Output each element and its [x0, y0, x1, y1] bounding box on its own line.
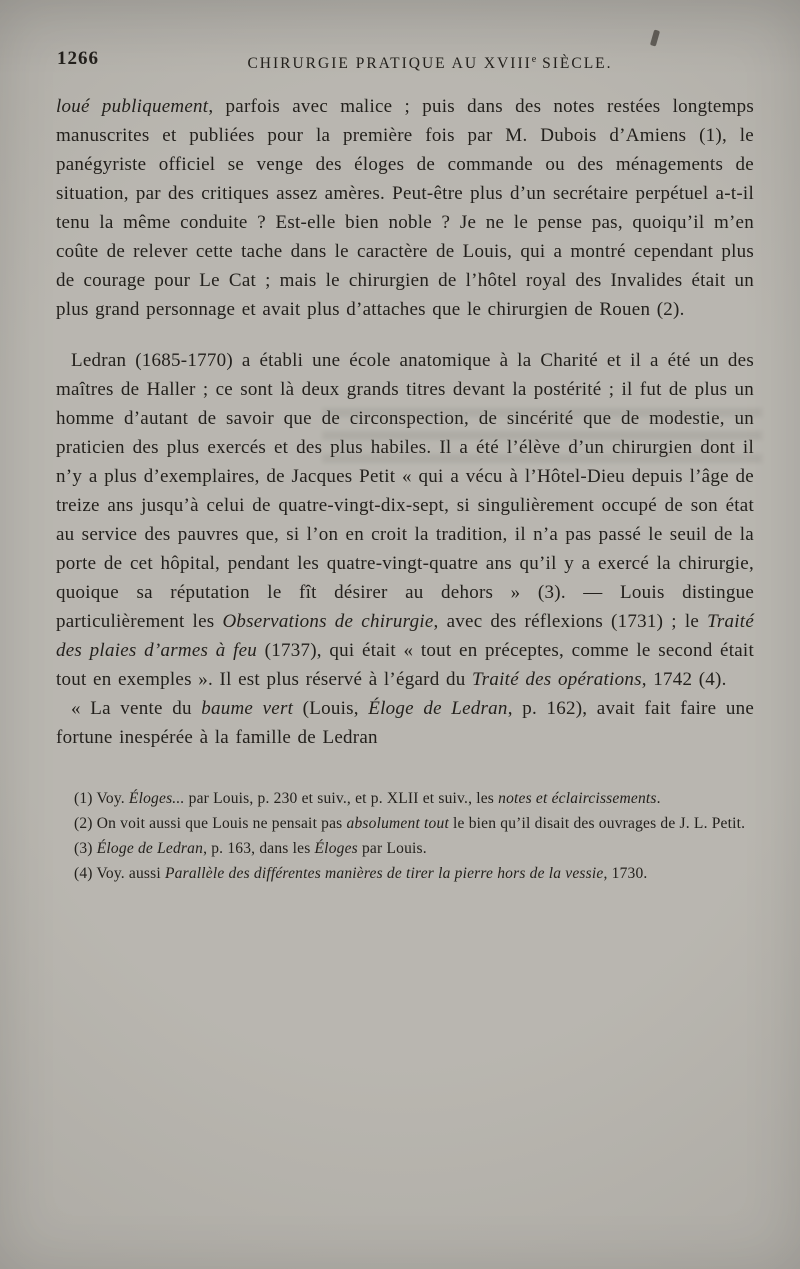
footnote-2: (2) On voit aussi que Louis ne pensait pas absolument tout le bien qu’il disait des ouvrages de J. L. Petit. — [74, 815, 746, 832]
footnote-3: (3) Éloge de Ledran, p. 163, dans les Éloges par Louis. — [74, 840, 427, 857]
footnotes-section — [0, 752, 800, 886]
running-title: CHIRURGIE PRATIQUE AU XVIIIe SIÈCLE. — [247, 54, 613, 73]
paragraph-baume-vert: « La vente du baume vert (Louis, Éloge de Ledran, p. 162), avait fait faire une fortune inespérée à la famille de Ledran — [56, 698, 755, 748]
footnote-1: (1) Voy. Éloges... par Louis, p. 230 et suiv., et p. XLII et suiv., les notes et éclaircissements. — [74, 790, 661, 807]
page-header — [0, 0, 800, 86]
page-number: 1266 — [57, 48, 99, 69]
paragraph-ledran: Ledran (1685-1770) a établi une école anatomique à la Charité et il a été un des maîtres de Haller ; ce sont là deux grands titres devant la postérité ; il fut de plus un homme d’autant de savoir que de circonspection, de sincérité que de modestie, un praticien des plus exercés et des plus habiles. Il a été l’élève d’un chirurgien dont il n’y a plus d’exemplaires, de Jacques Petit « qui a vécu à l’Hôtel-Dieu depuis l’âge de treize ans jusqu’à celui de quatre-vingt-dix-sept, si singulièrement occupé de son état au service des pauvres que, si l’on en croit la tradition, il n’a pas passé le seuil de la porte de cet hôpital, pendant les quatre-vingt-quatre ans qu’il y a exercé la chirurgie, quoique sa réputation le fît désirer au dehors » (3). — Louis distingue particulièrement les Observations de chirurgie, avec des réflexions (1731) ; le Traité des plaies d’armes à feu (1737), qui était « tout en préceptes, comme le second était tout en exemples ». Il est plus réservé à l’égard du Traité des opérations, 1742 (4). — [56, 350, 754, 690]
page-body — [0, 86, 800, 752]
footnote-4: (4) Voy. aussi Parallèle des différentes manières de tirer la pierre hors de la vessie, 1730. — [74, 865, 648, 882]
paragraph-continuation: loué publiquement, parfois avec malice ; puis dans des notes restées longtemps manuscrites et publiées pour la première fois par M. Dubois d’Amiens (1), le panégyriste officiel se venge des éloges de commande ou des ménagements de situation, par des critiques assez amères. Peut-être plus d’un secrétaire perpétuel a-t-il tenu la même conduite ? Est-elle bien noble ? Je ne le pense pas, quoiqu’il m’en coûte de relever cette tache dans le caractère de Louis, qui a montré cependant plus de courage pour Le Cat ; mais le chirurgien de l’hôtel royal des Invalides était un plus grand personnage et avait plus d’attaches que le chirurgien de Rouen (2). — [56, 96, 754, 320]
